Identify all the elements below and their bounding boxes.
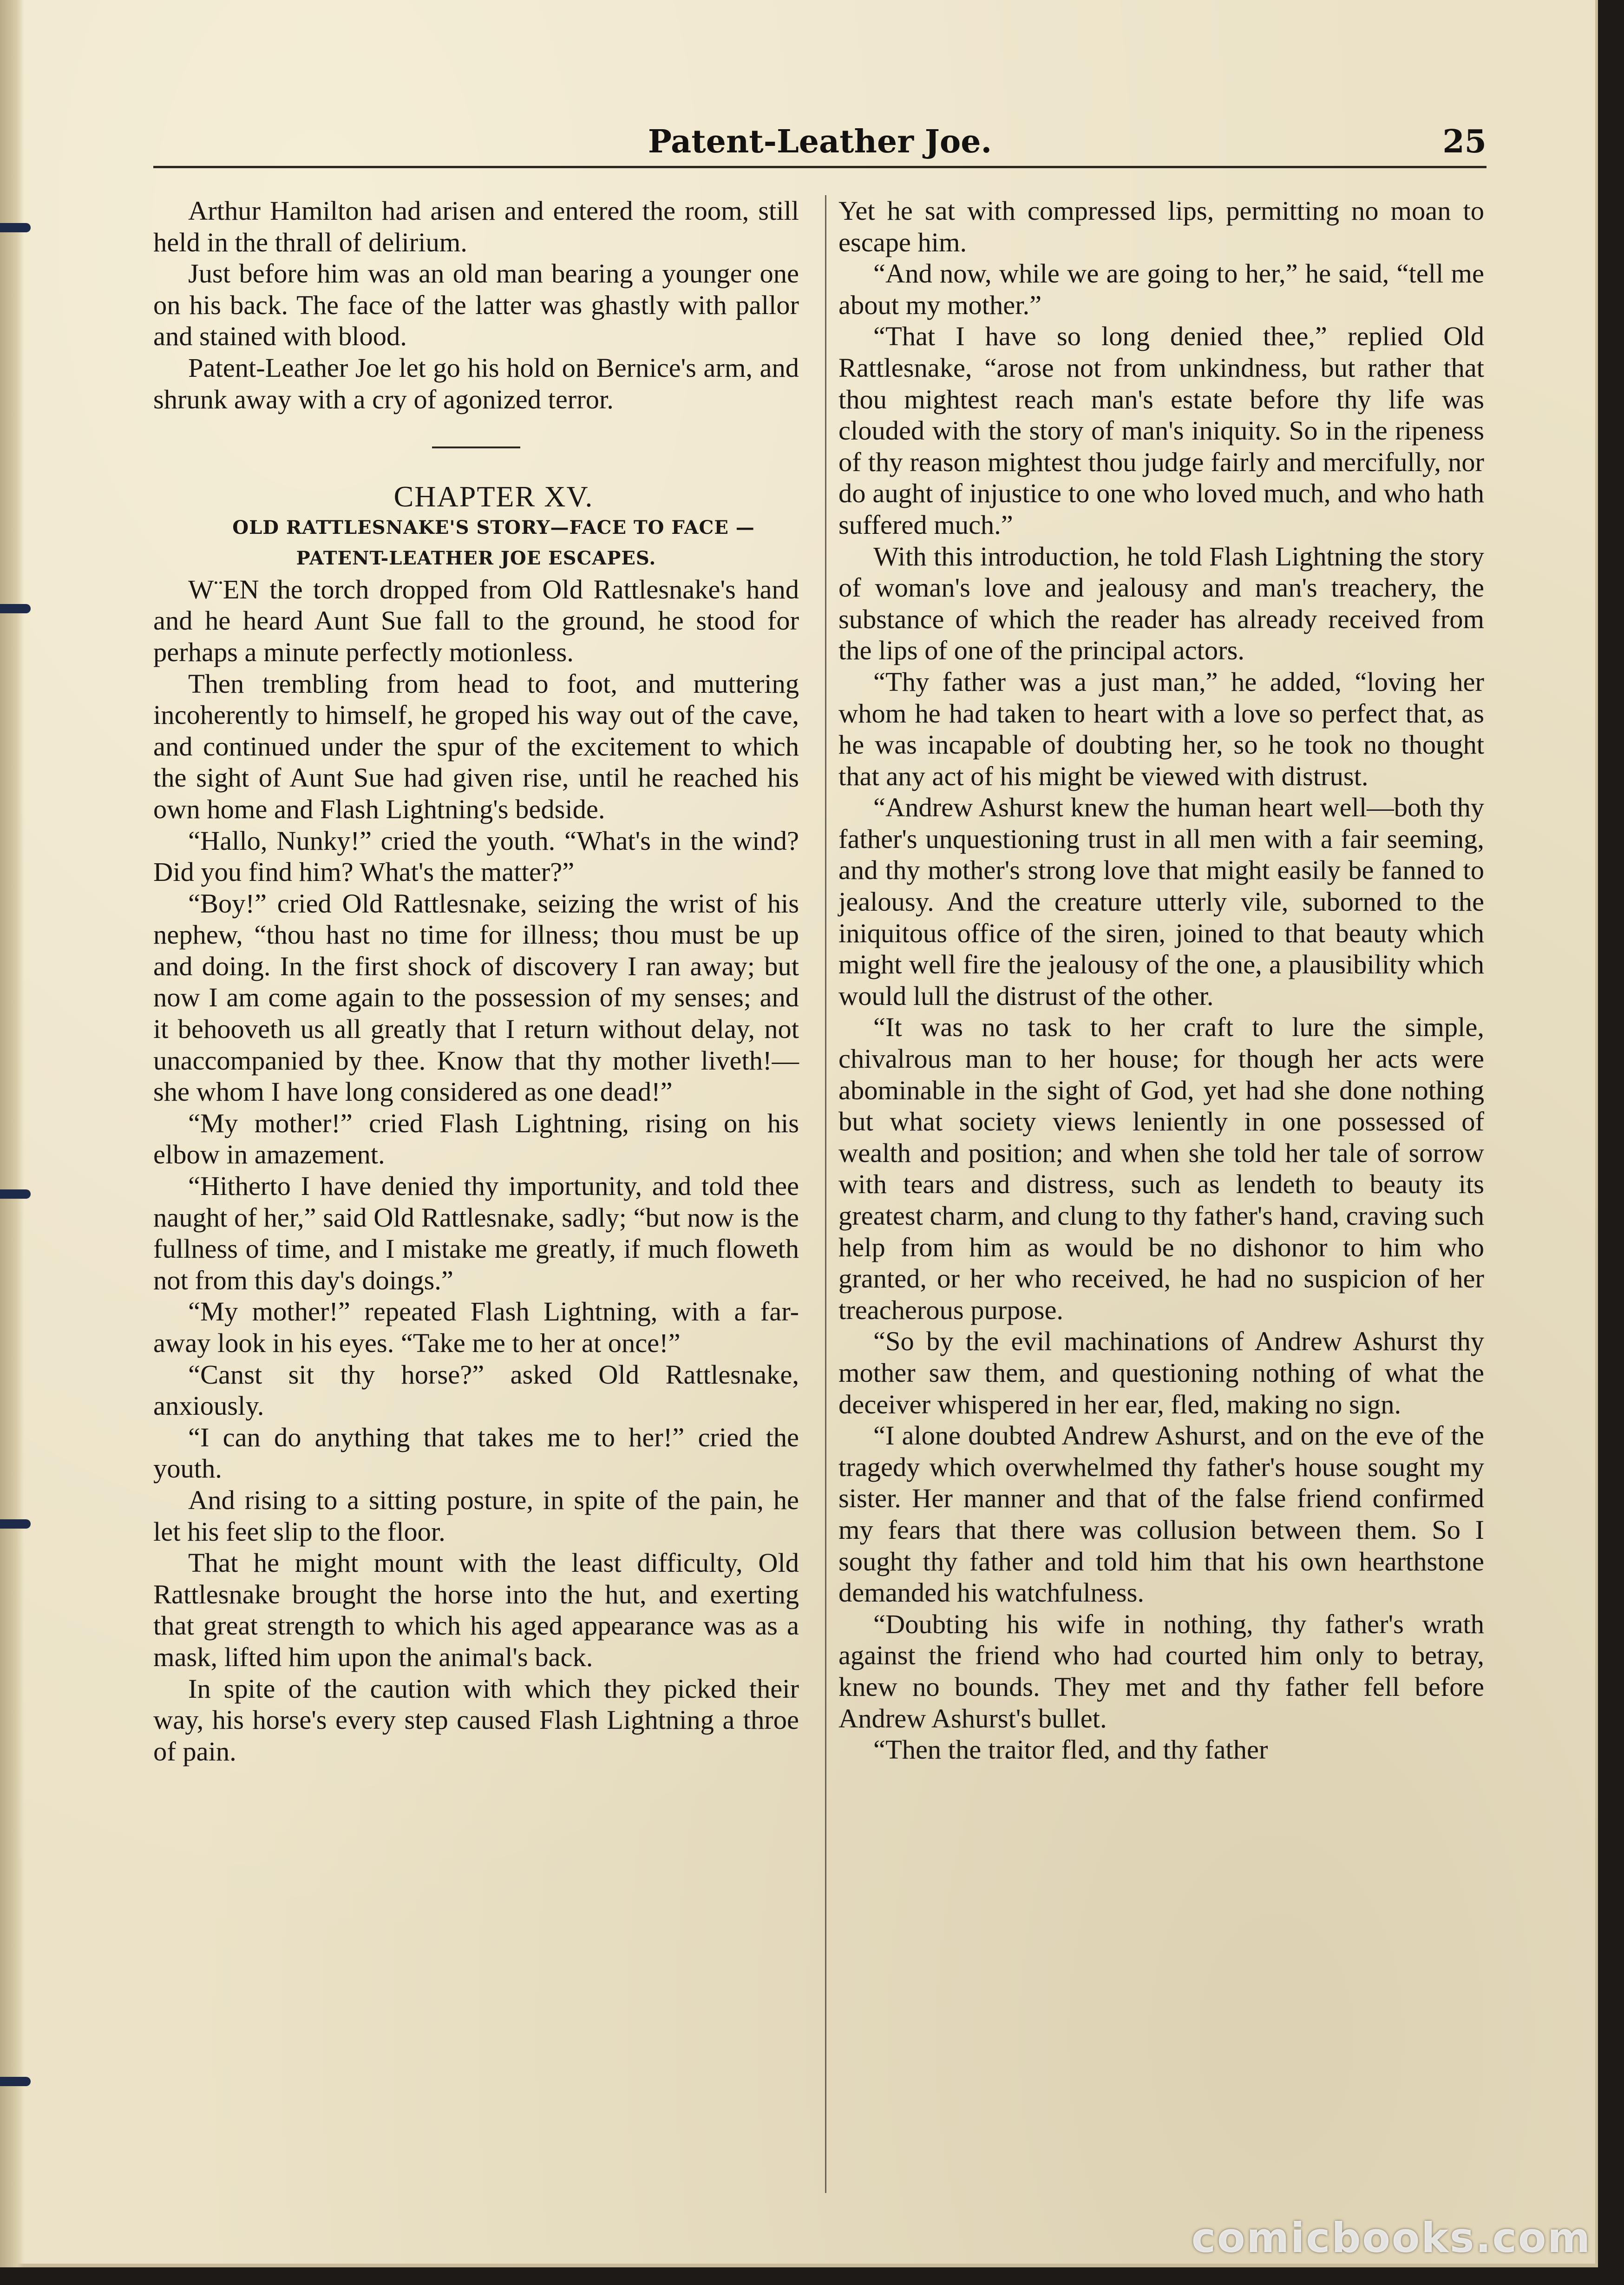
paragraph: Just before him was an old man bearing a younger one on his back. The face of the latter was ghastly with pallor and stained with blood. <box>153 258 799 352</box>
section-separator <box>432 446 520 448</box>
paragraph: “It was no task to her craft to lure the simple, chivalrous man to her house; for though her acts were abominable in the sight of God, yet had she done nothing but what society views leniently in one possessed of wealth and position; and when she told her tale of sorrow with tears and distress, such as lendeth to beauty its greatest charm, and clung to thy father's hand, craving such help from him as would be no dishonor to him who granted, or her who received, he had no suspicion of her treacherous purpose. <box>838 1012 1484 1325</box>
paragraph: “And now, while we are going to her,” he said, “tell me about my mother.” <box>838 258 1484 320</box>
paragraph: “Thy father was a just man,” he added, “loving her whom he had taken to heart with a love so perfect that, as he was incapable of doubting her, so he took no thought that any act of his might be viewed with distrust. <box>838 666 1484 791</box>
paragraph: In spite of the caution with which they picked their way, his horse's every step caused Flash Lightning a throe of pain. <box>153 1673 799 1766</box>
binding-stitch <box>0 1189 31 1199</box>
paragraph: “Hallo, Nunky!” cried the youth. “What's in the wind? Did you find him? What's the matter?” <box>153 825 799 887</box>
paragraph: “Boy!” cried Old Rattlesnake, seizing the wrist of his nephew, “thou hast no time for illness; thou must be up and doing. In the first shock of discovery I ran away; but now I am come again to the possession of my senses; and it behooveth us all greatly that I return without delay, not unaccompanied by thee. Know that thy mother liveth!—she whom I have long considered as one dead!” <box>153 888 799 1107</box>
binding-stitch <box>0 604 31 613</box>
paragraph: “Then the traitor fled, and thy father <box>873 1734 1268 1765</box>
chapter-opening-word: W¨EN <box>188 574 259 604</box>
paragraph: “I can do anything that takes me to her!” cried the youth. <box>153 1422 799 1484</box>
paragraph: “Hitherto I have denied thy importunity, and told thee naught of her,” said Old Rattlesnake, sadly; “but now is the fullness of time, and I mistake me greatly, if much floweth not from this day's doings.” <box>153 1171 799 1295</box>
paragraph: And rising to a sitting posture, in spite of the pain, he let his feet slip to the floor. <box>153 1484 799 1547</box>
running-title: Patent-Leather Joe. <box>648 123 992 160</box>
chapter-opening-paragraph <box>153 574 799 668</box>
right-column <box>838 195 1484 2193</box>
paragraph: “My mother!” cried Flash Lightning, rising on his elbow in amazement. <box>153 1108 799 1170</box>
chapter-heading: CHAPTER XV. <box>393 480 594 513</box>
header-rule <box>153 166 1486 168</box>
site-watermark: comicbooks.com <box>1191 2214 1591 2262</box>
paragraph: “Andrew Ashurst knew the human heart well—both thy father's unquestioning trust in all men with a fair seeming, and thy mother's strong love that might easily be fanned to jealousy. And the creature utterly vile, suborned to the iniquitous office of the siren, joined to that beauty which might well fire the jealousy of the one, a plausibility which would lull the distrust of the other. <box>838 792 1484 1011</box>
binding-stitch <box>0 1519 31 1529</box>
chapter-subtitle: OLD RATTLESNAKE'S STORY—FACE TO FACE —PATENT-LEATHER JOE ESCAPES. <box>232 516 755 569</box>
paragraph: “I alone doubted Andrew Ashurst, and on the eve of the tragedy which overwhelmed thy father's house sought my sister. Her manner and that of the false friend confirmed my fears that there was collusion between them. So I sought thy father and told him that his own hearthstone demanded his watchfulness. <box>838 1420 1484 1608</box>
paragraph: That he might mount with the least difficulty, Old Rattlesnake brought the horse into the hut, and exerting that great strength to which his aged appearance was as a mask, lifted him upon the animal's back. <box>153 1548 799 1672</box>
column-divider <box>825 195 826 2193</box>
page-number: 25 <box>1442 123 1486 160</box>
paragraph: “My mother!” repeated Flash Lightning, with a far-away look in his eyes. “Take me to her at once!” <box>153 1296 799 1358</box>
paragraph: Patent-Leather Joe let go his hold on Bernice's arm, and shrunk away with a cry of agonized terror. <box>153 352 799 414</box>
paragraph: “Doubting his wife in nothing, thy father's wrath against the friend who had courted him only to betray, knew no bounds. They met and thy father fell before Andrew Ashurst's bullet. <box>838 1609 1484 1733</box>
paragraph: “That I have so long denied thee,” replied Old Rattlesnake, “arose not from unkindness, but rather that thou mightest reach man's estate before thy life was clouded with the story of man's iniquity. So in the ripeness of thy reason mightest thou judge fairly and mercifully, nor do aught of injustice to one who loved much, and who hath suffered much.” <box>838 321 1484 540</box>
paragraph: “Canst sit thy horse?” asked Old Rattlesnake, anxiously. <box>153 1359 799 1421</box>
paragraph: Then trembling from head to foot, and muttering incoherently to himself, he groped his way out of the cave, and continued under the spur of the excitement to which the sight of Aunt Sue had given rise, until he reached his own home and Flash Lightning's bedside. <box>153 668 799 824</box>
left-column <box>153 195 799 2193</box>
continued-paragraph: Yet he sat with compressed lips, permitting no moan to escape him. <box>838 196 1484 257</box>
binding-stitch <box>0 2077 31 2086</box>
page-binding-edge <box>0 0 24 2267</box>
paragraph: “So by the evil machinations of Andrew Ashurst thy mother saw them, and questioning nothing of what the deceiver whispered in her ear, fled, making no sign. <box>838 1326 1484 1419</box>
binding-stitch <box>0 223 31 232</box>
page-header <box>153 114 1486 165</box>
chapter-opening-text: the torch dropped from Old Rattlesnake's hand and he heard Aunt Sue fall to the ground, he stood for perhaps a minute perfectly motionless. <box>153 574 799 667</box>
paragraph: With this introduction, he told Flash Lightning the story of woman's love and jealousy and man's treachery, the substance of which the reader has already received from the lips of one of the principal actors. <box>838 541 1484 666</box>
paragraph: Arthur Hamilton had arisen and entered the room, still held in the thrall of delirium. <box>153 196 799 257</box>
